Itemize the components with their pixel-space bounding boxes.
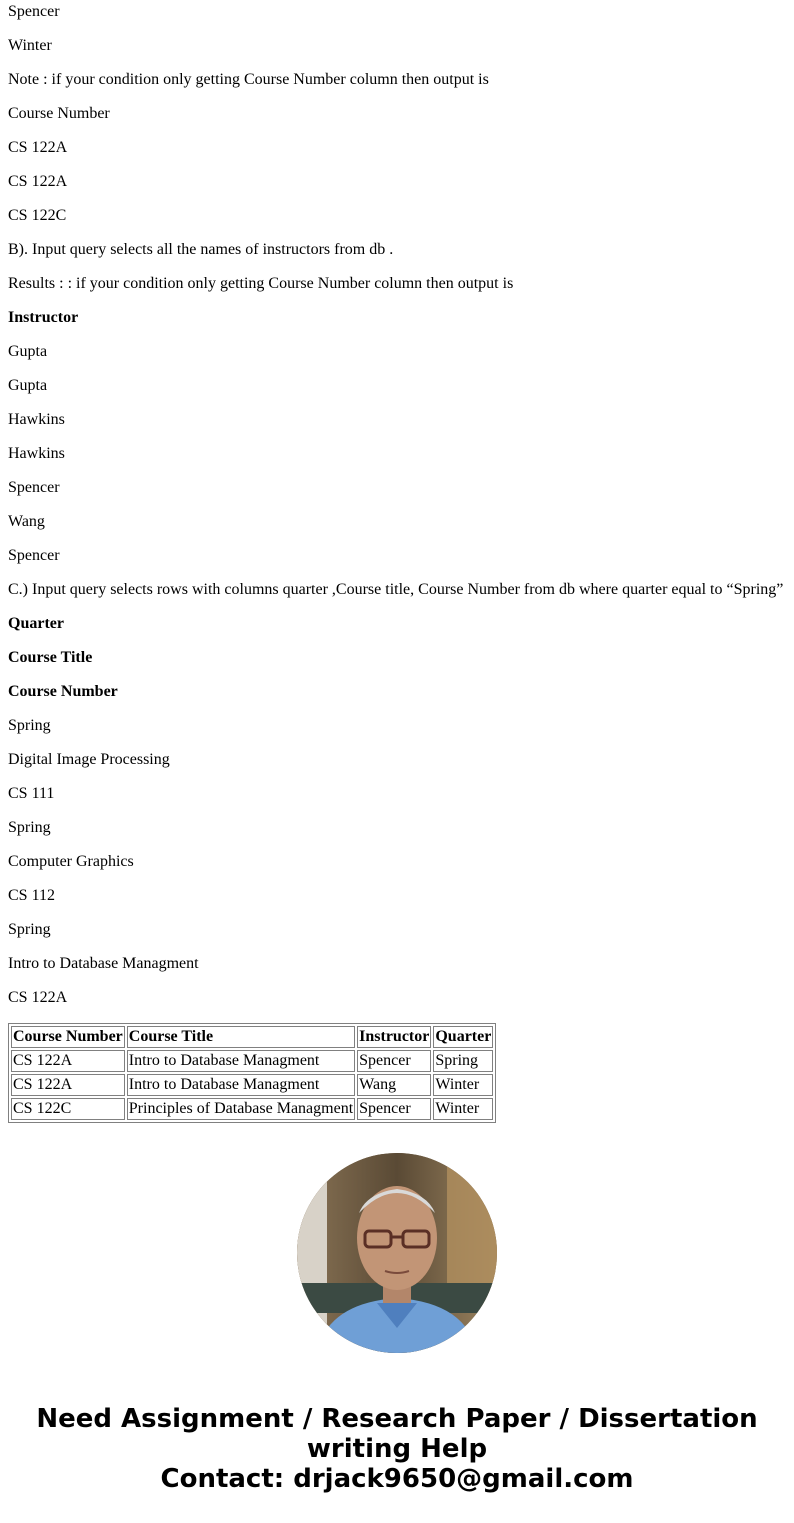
cell-course-number: CS 122A <box>11 1074 125 1096</box>
text-line: Winter <box>8 37 52 54</box>
cell-quarter: Winter <box>433 1074 493 1096</box>
bold-line: Instructor <box>8 309 79 326</box>
bold-line: Quarter <box>8 615 64 632</box>
cell-course-title: Intro to Database Managment <box>127 1050 355 1072</box>
text-line: Spencer <box>8 479 60 496</box>
text-line: Note : if your condition only getting Course Number column then output is <box>8 71 489 88</box>
header-instructor: Instructor <box>357 1026 431 1048</box>
cell-instructor: Wang <box>357 1074 431 1096</box>
author-avatar <box>297 1153 497 1353</box>
text-line: B). Input query selects all the names of instructors from db . <box>8 241 394 258</box>
bold-line: Course Number <box>8 683 118 700</box>
footer-line-1: Need Assignment / Research Paper / Dissertation <box>36 1404 758 1434</box>
text-line: CS 122A <box>8 989 68 1006</box>
cell-quarter: Spring <box>433 1050 493 1072</box>
cell-course-title: Intro to Database Managment <box>127 1074 355 1096</box>
text-line: Spencer <box>8 547 60 564</box>
text-line: Results : : if your condition only getting Course Number column then output is <box>8 275 514 292</box>
cell-instructor: Spencer <box>357 1098 431 1120</box>
text-line: Hawkins <box>8 411 65 428</box>
cell-instructor: Spencer <box>357 1050 431 1072</box>
text-line: CS 122C <box>8 207 67 224</box>
bold-line: Course Title <box>8 649 93 666</box>
table-row <box>11 1050 493 1072</box>
text-line: Spencer <box>8 3 60 20</box>
table-header-row <box>11 1026 493 1048</box>
course-table <box>8 1023 496 1123</box>
text-line: C.) Input query selects rows with columns quarter ,Course title, Course Number from db where quarter equal to “Spring” <box>8 581 784 598</box>
text-line: CS 122A <box>8 139 68 156</box>
text-line: Wang <box>8 513 45 530</box>
text-line: CS 111 <box>8 785 55 802</box>
text-line: Intro to Database Managment <box>8 955 199 972</box>
header-course-number: Course Number <box>11 1026 125 1048</box>
text-line: Hawkins <box>8 445 65 462</box>
text-line: CS 112 <box>8 887 55 904</box>
text-line: Computer Graphics <box>8 853 134 870</box>
table-row <box>11 1098 493 1120</box>
cell-course-title: Principles of Database Managment <box>127 1098 355 1120</box>
text-line: CS 122A <box>8 173 68 190</box>
text-line: Gupta <box>8 377 48 394</box>
cell-quarter: Winter <box>433 1098 493 1120</box>
footer-line-3: Contact: drjack9650@gmail.com <box>160 1464 634 1494</box>
cell-course-number: CS 122C <box>11 1098 125 1120</box>
text-line: Spring <box>8 717 51 734</box>
text-line: Spring <box>8 819 51 836</box>
text-line: Spring <box>8 921 51 938</box>
text-line: Course Number <box>8 105 110 122</box>
header-quarter: Quarter <box>433 1026 493 1048</box>
text-line: Gupta <box>8 343 48 360</box>
text-line: Digital Image Processing <box>8 751 170 768</box>
table-row <box>11 1074 493 1096</box>
header-course-title: Course Title <box>127 1026 355 1048</box>
portrait-image <box>297 1153 497 1353</box>
cell-course-number: CS 122A <box>11 1050 125 1072</box>
footer-line-2: writing Help <box>306 1434 488 1464</box>
